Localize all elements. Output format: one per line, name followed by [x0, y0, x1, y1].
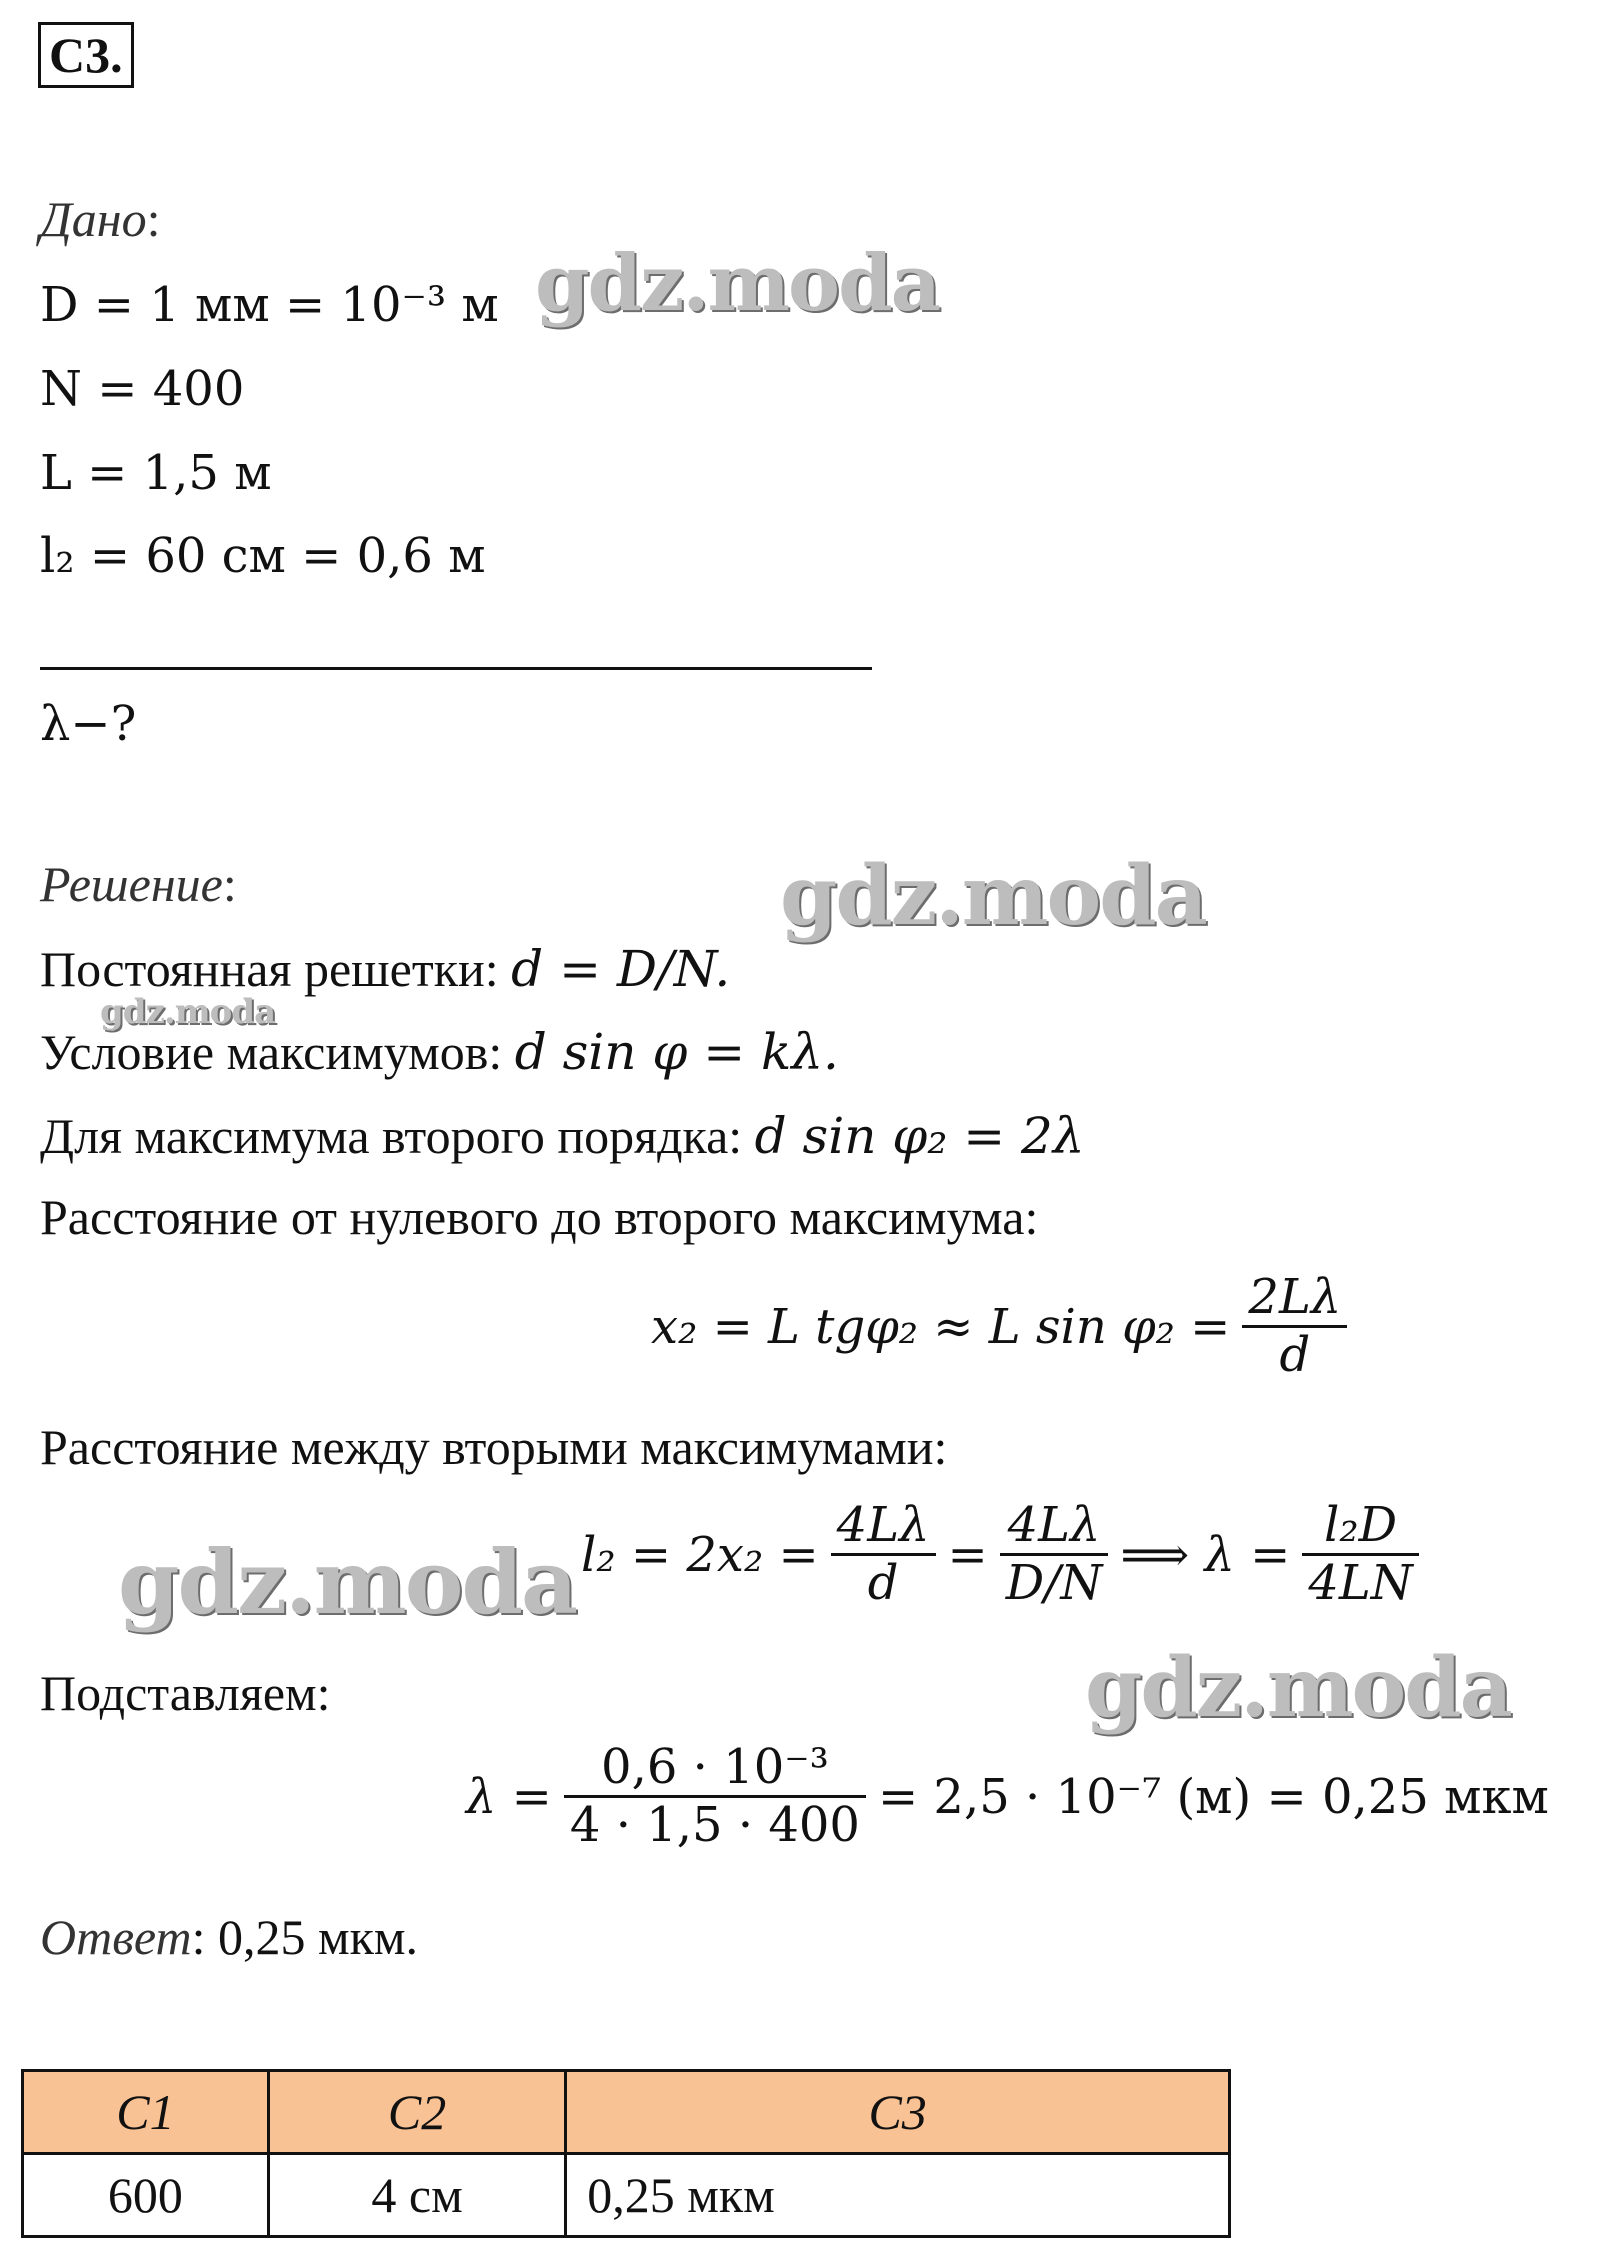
table-row [23, 2154, 1230, 2237]
formula-between-second-maxima: l₂ = 2x₂ = $\frac{4L\lambda}{d}$ = $\frac{4L\lambda}{D/N}$ ⟹ λ = $\frac{\text{l₂D}}{4LN}$ [575, 1498, 1425, 1611]
watermark: gdz.moda [780, 848, 1206, 944]
watermark: gdz.moda [535, 238, 940, 329]
solution-heading: Решение: [40, 856, 237, 912]
solution-step-4: Расстояние от нулевого до второго максимума: [40, 1189, 1039, 1245]
given-line-3: L = 1,5 м [40, 445, 272, 501]
solution-step-1: Постоянная решетки: d = D/N. [40, 940, 731, 998]
formula-distance-zero-to-second: x₂ = L tgφ₂ ≈ L sin φ₂ = $\frac{2L\lambda}{d}$ [645, 1270, 1353, 1383]
given-line-4: l₂ = 60 см = 0,6 м [40, 528, 486, 584]
table-header-cell: C3 [566, 2071, 1230, 2154]
formula-substitution: λ = $\frac{\text{0,6 · 10⁻³}}{4 \cdot 1,5 \cdot 400}$ = 2,5 · 10⁻⁷ (м) = 0,25 мкм [466, 1739, 1549, 1854]
find-line: λ−? [40, 696, 137, 752]
table-cell: 600 [23, 2154, 269, 2237]
solution-step-3: Для максимума второго порядка: d sin φ₂ = 2λ [40, 1107, 1085, 1165]
answer-line: Ответ: 0,25 мкм. [40, 1909, 419, 1965]
watermark: gdz.moda [1085, 1640, 1511, 1736]
given-line-2: N = 400 [40, 361, 245, 417]
solution-step-5: Расстояние между вторыми максимумами: [40, 1419, 948, 1475]
table-header-cell: C1 [23, 2071, 269, 2154]
task-label: C3. [38, 22, 134, 88]
given-line-1: D = 1 мм = 10⁻³ м [40, 277, 499, 333]
table-cell: 0,25 мкм [566, 2154, 1230, 2237]
solution-step-6: Подставляем: [40, 1665, 331, 1721]
given-heading: Дано: [40, 191, 161, 247]
solution-step-2: Условие максимумов: d sin φ = kλ. [40, 1023, 839, 1081]
table-header-cell: C2 [268, 2071, 565, 2154]
table-header-row [23, 2071, 1230, 2154]
watermark: gdz.moda [118, 1530, 577, 1634]
watermark: gdz.moda [100, 992, 276, 1032]
table-cell: 4 см [268, 2154, 565, 2237]
given-divider [40, 667, 872, 670]
results-table [21, 2069, 1231, 2238]
